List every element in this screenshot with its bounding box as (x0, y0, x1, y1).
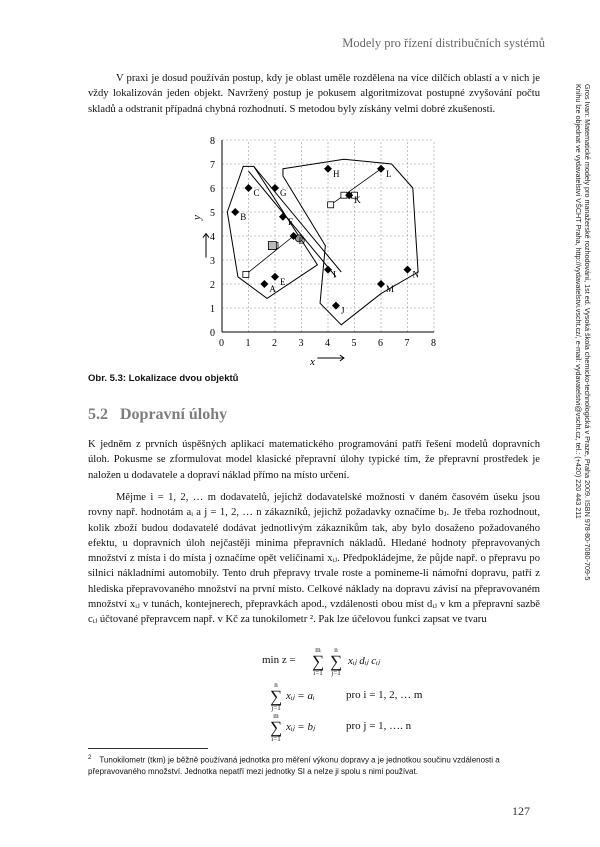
running-head: Modely pro řízení distribučních systémů (342, 36, 545, 50)
customer-point (271, 184, 279, 192)
x-tick-label: 6 (378, 338, 383, 349)
customer-label: C (253, 188, 260, 198)
main-text: Mějme i = 1, 2, … m dodavatelů, jejichž dodavatelské možnosti v daném časovém úseku jsou rovny např. hodnotám aᵢ a j = 1, 2, … n zákazníků, jejichž požadavky označíme bⱼ. Je třeba rozhodnout, kolik zboží budou dodavatelé dodávat jednotlivým zákazníkům tak, aby bylo dosaženo požadovaného efektu, u dopravních úloh nejčastěji minima přepravních nákladů. Hledané hodnoty přepravovaných množství z místa i do místa j označíme opět veličinami xᵢⱼ. Předpokládejme, že půjde např. o přepravu po silnici nákladními automobily. Tento druh přepravy trvale roste a pomineme-li námořní dopravu, patří z hlediska přepravovaného množství na první místo. Celkové náklady na dopravu závisí na přepravovaném množství xᵢⱼ v tunách, kontejnerech, přepravkách apod., vzdálenosti obou míst dᵢⱼ v km a přepravní sazbě cᵢⱼ účtované přepravcem např. v Kč za tunokilometr ². Pak lze účelovou funkci zapsat ve tvaru (88, 492, 540, 626)
customer-label: B (240, 212, 247, 222)
objective-body: xᵢⱼ dᵢⱼ cᵢⱼ (348, 655, 380, 667)
customer-point (332, 302, 340, 310)
customer-point (260, 280, 268, 288)
side-note-line2: Knihu lze objednat ve vydavatelství VŠCHT Praha, http://vydavatelstvi.vscht.cz/, e-mail: vydavatelstvi@vscht.cz, tel.: (+420) 220 443 211 (574, 84, 583, 519)
site-marker (243, 271, 249, 277)
y-tick-label: 6 (210, 184, 215, 195)
x-tick-label: 4 (325, 338, 330, 349)
customer-label: D (298, 236, 306, 246)
section-intro (88, 437, 540, 483)
customer-point (231, 208, 239, 216)
left-region (227, 166, 317, 298)
y-tick-label: 4 (210, 232, 215, 243)
customer-label: K (354, 195, 361, 206)
constraint-supply-body: xᵢⱼ = aᵢ (286, 690, 315, 702)
section-title: Dopravní úlohy (120, 406, 228, 423)
customer-point (324, 165, 332, 173)
x-tick-label: 1 (245, 338, 251, 349)
customer-point (404, 266, 412, 274)
customer-label: I (333, 269, 336, 280)
warehouse-marker (268, 242, 276, 250)
x-axis-label: x (310, 356, 315, 368)
axes (203, 136, 436, 361)
y-tick-label: 0 (210, 328, 215, 339)
x-tick-label: 3 (298, 338, 304, 349)
section-number: 5.2 (88, 406, 108, 423)
sum-i-symbol: m ∑ i=1 (311, 646, 325, 677)
section-intro-text: K jedněm z prvních úspěšných aplikací matematického programování patří řešení modelů dopravních úloh. Pokusme se zformulovat model klasické přepravní úlohy typické tím, že přepravní prostředek je naložen u dodavatele a dopraví náklad přímo na místo určení. (88, 439, 540, 481)
y-axis-label: y (191, 215, 203, 220)
x-tick-label: 2 (272, 338, 277, 349)
customer-label: L (386, 168, 392, 179)
region-shapes (227, 159, 418, 325)
side-note (574, 84, 592, 581)
footnote (88, 753, 540, 777)
sum-j-symbol: n ∑ j=1 (329, 646, 343, 677)
customer-point (271, 273, 279, 281)
x-tick-label: 8 (431, 338, 436, 349)
customer-point (245, 184, 253, 192)
customer-point (377, 165, 385, 173)
site-marker (328, 202, 334, 208)
intro-paragraph (88, 71, 540, 117)
constraint-demand-body: xᵢⱼ = bⱼ (286, 721, 315, 733)
figure-caption: Obr. 5.3: Lokalizace dvou objektů (88, 373, 239, 384)
customer-label: M (386, 284, 395, 294)
objective-lhs: min z = (262, 654, 296, 666)
sum-j-symbol: n ∑ j=1 (269, 681, 283, 712)
side-note-line1: Gros Ivan: Matematické modely pro manažerské rozhodování, 1st ed. Vysoká škola chemicko-technologická v Praze, Praha 2009. ISBN 978-80-7080-709-5 (583, 84, 592, 581)
y-tick-label: 3 (210, 256, 215, 267)
constraint-supply-condition: pro i = 1, 2, … m (346, 689, 423, 701)
location-figure (191, 132, 460, 372)
y-tick-label: 5 (210, 208, 215, 219)
main-paragraph (88, 490, 540, 628)
customer-point (279, 213, 287, 221)
page-number: 127 (512, 804, 530, 818)
x-tick-label: 0 (219, 338, 224, 349)
customer-label: N (412, 269, 419, 280)
y-tick-label: 2 (210, 280, 215, 291)
footnote-rule (88, 748, 208, 749)
x-tick-label: 5 (351, 338, 357, 349)
customer-label: F (287, 216, 293, 227)
x-tick-label: 7 (404, 338, 410, 349)
customer-point (377, 280, 385, 288)
footnote-text: Tunokilometr (tkm) je běžně používaná jednotka pro měření výkonu dopravy a je jednotkou součinu vzdálenosti a přepravovaného množství. Jednotka nepatří mezi jednotky SI a nelze ji spolu s nimi používat. (88, 755, 500, 776)
section-heading (88, 406, 227, 424)
customer-label: E (280, 276, 286, 287)
y-tick-label: 8 (210, 136, 215, 147)
customer-label: A (269, 284, 276, 294)
customer-point (324, 266, 332, 274)
y-tick-label: 7 (210, 160, 215, 171)
constraint-demand-condition: pro j = 1, …. n (346, 720, 412, 732)
x-axis-arrow (317, 355, 344, 361)
y-axis-arrow (203, 234, 209, 258)
customer-label: J (340, 305, 345, 316)
customer-label: H (333, 168, 340, 179)
customer-label: G (280, 188, 287, 198)
sum-i-symbol: m ∑ i=1 (269, 712, 283, 743)
y-tick-label: 1 (210, 304, 215, 315)
footnote-mark: 2 (88, 755, 92, 761)
intro-text: V praxi je dosud používán postup, kdy je oblast uměle rozdělena na více dílčích oblastí a v nich je vždy lokalizován jeden objekt. Navržený postup je pokusem algoritmizovat postupné zvyšování počtu skladů a odstranit případná chybná rozhodnutí. S metodou byly získány velmi dobré zkušenosti. (88, 73, 540, 115)
